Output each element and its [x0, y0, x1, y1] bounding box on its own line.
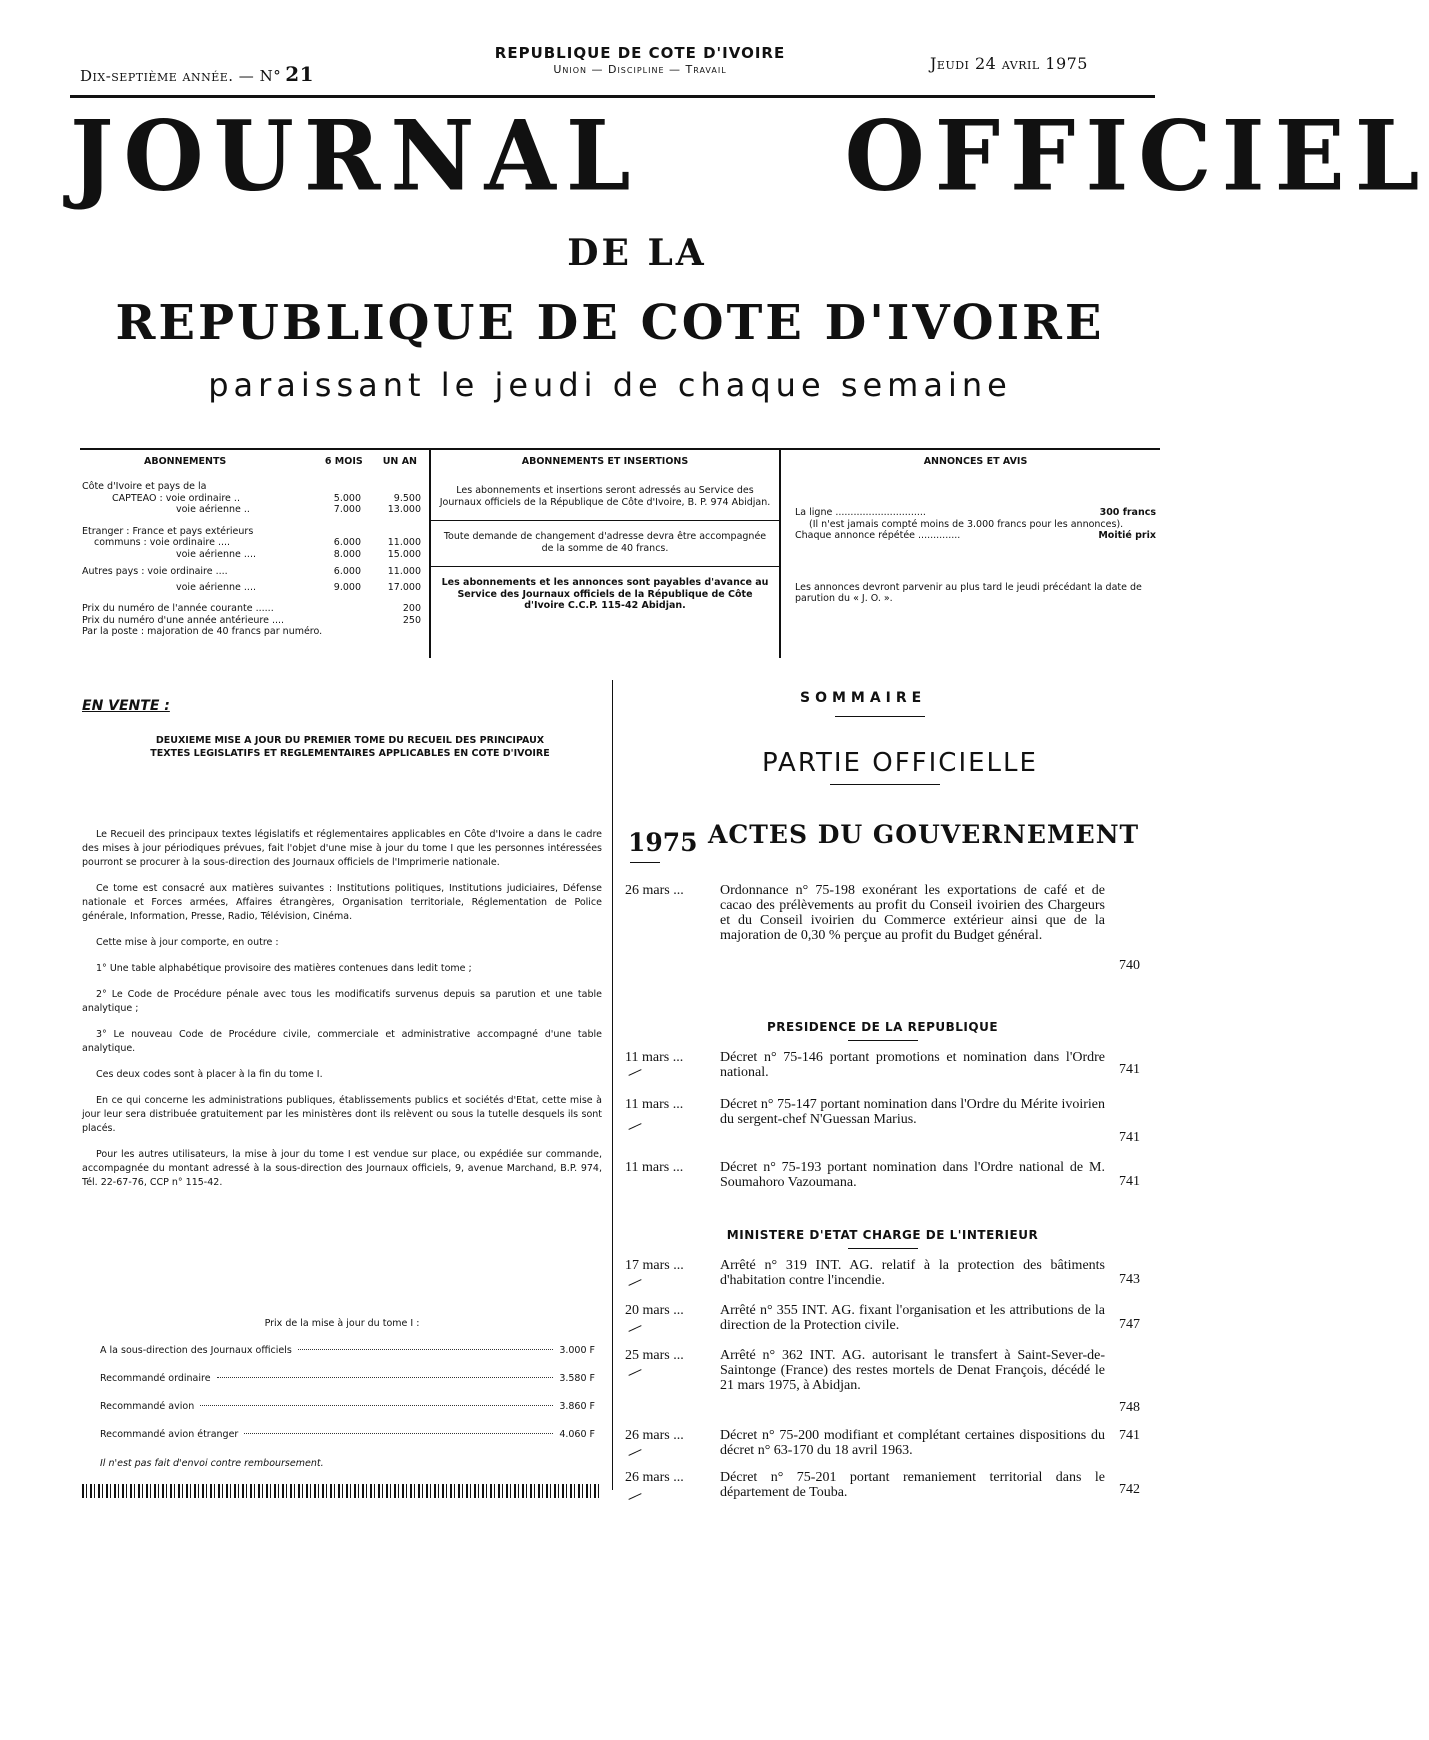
year-label: Dix-septième année. — N°	[80, 67, 282, 85]
body-paragraph: Ces deux codes sont à placer à la fin du tome I.	[96, 1069, 323, 1080]
insertions-text-3: Les abonnements et les annonces sont payables d'avance au Service des Journaux officiels de la République de Côte d'Ivoire C.C.P. 115-42 Abidjan.	[441, 577, 769, 611]
deadline-note: Les annonces devront parvenir au plus tard le jeudi précédant la date de parution du « J. O. ».	[795, 581, 1142, 604]
subscriptions-heading: ABONNEMENTS	[144, 456, 227, 467]
price-row: Recommandé ordinaire 3.580 F	[100, 1373, 595, 1384]
body-paragraph: En ce qui concerne les administrations publiques, établissements publics et sociétés d'Etat, cette mise à jour leur sera distribuée gratuitement par les ministères dont ils relèvent ou sous la tutelle desquels ils sont placés.	[82, 1095, 602, 1134]
partie-rule	[830, 784, 940, 785]
masthead-de-la: DE LA	[567, 232, 707, 274]
line-price-row: La ligne .............................. 300 francs	[795, 507, 1156, 518]
masthead-word-officiel: OFFICIEL	[844, 99, 1429, 213]
header-motto: Union — Discipline — Travail	[553, 63, 727, 76]
sommaire-rule	[835, 716, 925, 717]
issue-price-row: Par la poste : majoration de 40 francs par numéro.	[82, 626, 323, 637]
price-row: A la sous-direction des Journaux officiels 3.000 F	[100, 1345, 595, 1356]
subscription-row: voie aérienne .... 8.000 15.000	[176, 548, 421, 560]
issue-price-row: Prix du numéro de l'année courante ...... 200	[82, 603, 421, 614]
info-boxes	[80, 448, 1160, 660]
issue-year-label	[80, 62, 314, 86]
update-price-list	[100, 1345, 595, 1457]
update-price-heading: Prix de la mise à jour du tome I :	[264, 1318, 420, 1329]
insertions-text-1: Les abonnements et insertions seront adressés au Service des Journaux officiels de la République de Côte d'Ivoire, B. P. 974 Abidjan.	[439, 485, 771, 508]
actes-year: 1975	[628, 828, 698, 857]
subscription-row: communs : voie ordinaire .... 6.000 11.000	[94, 537, 421, 548]
col-6-mois: 6 MOIS	[324, 456, 363, 467]
subscription-row: Autres pays : voie ordinaire .... 6.000 11.000	[82, 566, 421, 577]
toc-entry: 11 mars ... Décret n° 75-193 portant nomination dans l'Ordre national de M. Soumahoro Vazoumana. 741	[625, 1160, 1140, 1190]
subscription-row: Côte d'Ivoire et pays de la	[82, 481, 207, 492]
insertions-text-2: Toute demande de changement d'adresse devra être accompagnée de la somme de 40 francs.	[443, 531, 767, 554]
subscription-row: CAPTEAO : voie ordinaire .. 5.000 9.500	[112, 492, 421, 504]
section-presidence: PRESIDENCE DE LA REPUBLIQUE	[766, 1020, 999, 1034]
toc-entry: 26 mars ... Décret n° 75-200 modifiant et complétant certaines dispositions du décret n° 63-170 du 18 avril 1963. 741	[625, 1428, 1140, 1458]
body-paragraph: Le Recueil des principaux textes législatifs et réglementaires applicables en Côte d'Ivoire a dans le cadre des mises à jour périodiques prévues, fait l'objet d'une mise à jour du tome I que les personnes intéressées pourront se procurer à la sous-direction des Journaux officiels de l'Imprimerie nationale.	[82, 829, 602, 868]
masthead-republique: REPUBLIQUE DE COTE D'IVOIRE	[115, 295, 1105, 351]
header-rule	[70, 95, 1155, 98]
body-paragraph: 1° Une table alphabétique provisoire des matières contenues dans ledit tome ;	[96, 963, 472, 974]
masthead-title	[70, 99, 1429, 213]
announcements-box	[787, 450, 1160, 658]
body-paragraph: 3° Le nouveau Code de Procédure civile, commerciale et administrative accompagné d'une table analytique.	[82, 1029, 602, 1054]
body-paragraph: Cette mise à jour comporte, en outre :	[96, 937, 279, 948]
minimum-note: (Il n'est jamais compté moins de 3.000 francs pour les annonces).	[809, 518, 1124, 530]
toc-entry: 20 mars ... Arrêté n° 355 INT. AG. fixant l'organisation et les attributions de la direction de la Protection civile. 747	[625, 1303, 1140, 1333]
section-rule	[848, 1040, 918, 1041]
update-body	[82, 828, 602, 1202]
issue-price-row: Prix du numéro d'une année antérieure .... 250	[82, 614, 421, 626]
repeat-price-row: Chaque annonce répétée .............. Moitié prix	[795, 530, 1156, 541]
issue-date: Jeudi 24 avril 1975	[930, 54, 1088, 73]
actes-heading: ACTES DU GOUVERNEMENT	[708, 820, 1140, 849]
toc-entry: 11 mars ... Décret n° 75-146 portant promotions et nomination dans l'Ordre national. 741	[625, 1050, 1140, 1080]
sommaire-heading: SOMMAIRE	[800, 690, 927, 706]
col-un-an: UN AN	[382, 456, 417, 467]
section-interieur: MINISTERE D'ETAT CHARGE DE L'INTERIEUR	[726, 1228, 1039, 1242]
masthead-subtitle: paraissant le jeudi de chaque semaine	[208, 366, 1012, 404]
en-vente-label: EN VENTE :	[82, 698, 170, 714]
toc-entry: 17 mars ... Arrêté n° 319 INT. AG. relatif à la protection des bâtiments d'habitation contre l'incendie. 743	[625, 1258, 1140, 1288]
toc-entry: 26 mars ... Ordonnance n° 75-198 exonérant les exportations de café et de cacao des prélèvements au profit du Conseil ivoirien des Chargeurs et du Conseil ivoirien du Commerce extérieur ainsi que de la majoration de 0,30 % perçue au profit du Budget général. 740	[625, 883, 1140, 973]
decorative-border	[82, 1484, 602, 1498]
partie-officielle-heading: PARTIE OFFICIELLE	[762, 748, 1038, 778]
insertions-heading: ABONNEMENTS ET INSERTIONS	[521, 456, 689, 467]
update-title: DEUXIEME MISE A JOUR DU PREMIER TOME DU RECUEIL DES PRINCIPAUX TEXTES LEGISLATIFS ET REGLEMENTAIRES APPLICABLES EN COTE D'IVOIRE	[150, 735, 550, 759]
header-country-block	[460, 44, 820, 76]
insertions-box	[429, 450, 781, 658]
toc-entry: 11 mars ... Décret n° 75-147 portant nomination dans l'Ordre du Mérite ivoirien du sergent-chef N'Guessan Marius. 741	[625, 1097, 1140, 1145]
body-paragraph: 2° Le Code de Procédure pénale avec tous les modificatifs survenus depuis sa parution et une table analytique ;	[82, 989, 602, 1014]
toc-entry: 26 mars ... Décret n° 75-201 portant remaniement territorial dans le département de Touba. 742	[625, 1470, 1140, 1500]
toc-entry: 25 mars ... Arrêté n° 362 INT. AG. autorisant le transfert à Saint-Sever-de-Saintonge (France) des restes mortels de Denat François, décédé le 21 mars 1975, à Abidjan. 748	[625, 1348, 1140, 1415]
announcements-heading: ANNONCES ET AVIS	[923, 456, 1028, 467]
subscription-row: voie aérienne .. 7.000 13.000	[176, 504, 421, 515]
subscriptions-header	[82, 456, 421, 467]
body-paragraph: Pour les autres utilisateurs, la mise à jour du tome I est vendue sur place, ou expédiée sur commande, accompagnée du montant adressé à la sous-direction des Journaux officiels, 9, avenue Marchand, B.P. 974, Tél. 22-67-76, CCP n° 115-42.	[82, 1149, 602, 1188]
subscription-row: voie aérienne .... 9.000 17.000	[176, 581, 421, 593]
masthead-word-journal: JOURNAL	[70, 99, 641, 213]
price-row: Recommandé avion étranger 4.060 F	[100, 1429, 595, 1440]
header-country: REPUBLIQUE DE COTE D'IVOIRE	[494, 44, 786, 62]
subscriptions-box	[80, 450, 423, 658]
no-cod-note: Il n'est pas fait d'envoi contre remboursement.	[100, 1458, 324, 1469]
issue-number: 21	[285, 62, 315, 86]
actes-rule	[630, 862, 660, 863]
section-rule	[848, 1248, 918, 1249]
column-divider	[612, 680, 613, 1490]
subscriptions-rows	[82, 481, 421, 638]
price-row: Recommandé avion 3.860 F	[100, 1401, 595, 1412]
body-paragraph: Ce tome est consacré aux matières suivantes : Institutions politiques, Institutions judiciaires, Défense nationale et Forces armées, Affaires étrangères, Organisation territoriale, Réglementation de Police générale, Information, Presse, Radio, Télévision, Cinéma.	[82, 883, 602, 922]
subscription-row: Etranger : France et pays extérieurs	[82, 525, 254, 537]
